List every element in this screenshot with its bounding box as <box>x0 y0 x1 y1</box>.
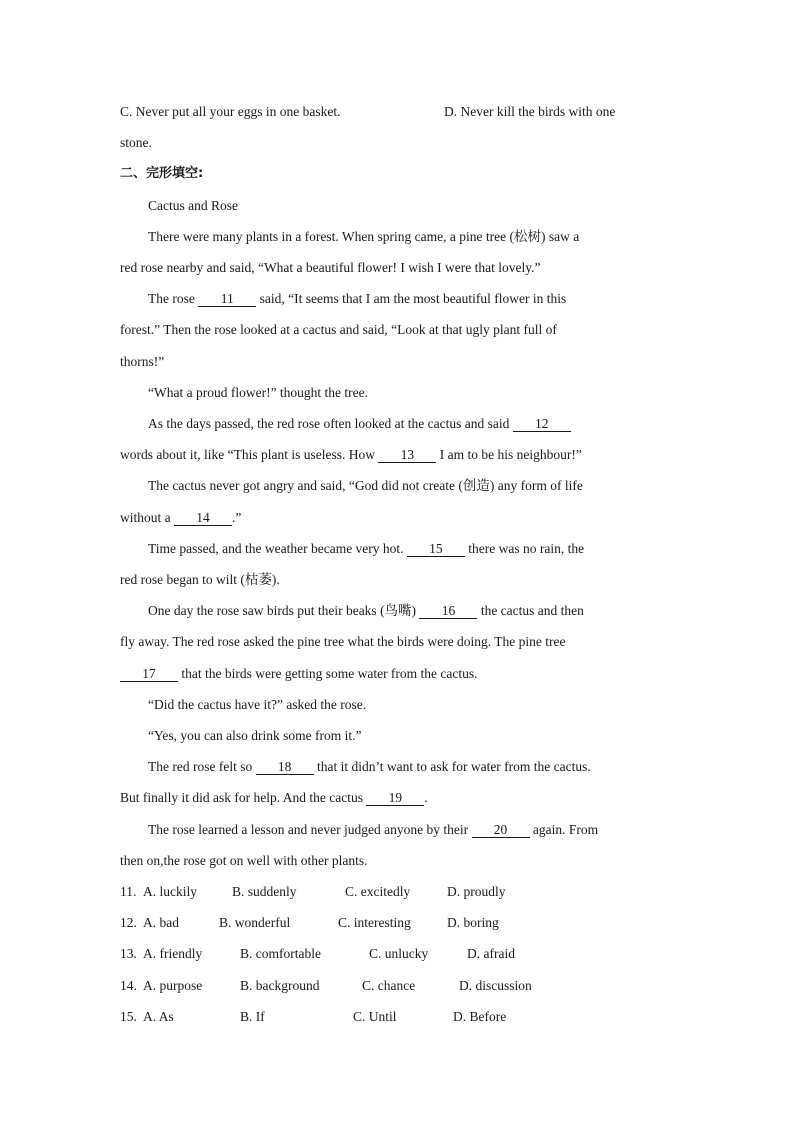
blank-20[interactable]: 20 <box>472 822 530 838</box>
option-b[interactable]: B. suddenly <box>232 884 297 899</box>
question-number: 13. <box>120 946 137 961</box>
blank-18[interactable]: 18 <box>256 759 314 775</box>
paragraph-11-line-1 <box>148 821 598 839</box>
prev-option-d-continued: stone. <box>120 135 152 150</box>
paragraph-3: “What a proud flower!” thought the tree. <box>148 385 369 400</box>
option-d[interactable]: D. afraid <box>467 946 515 961</box>
blank-11[interactable]: 11 <box>198 291 256 307</box>
text: that it didn’t want to ask for water from the cactus. <box>313 759 591 774</box>
blank-12[interactable]: 12 <box>513 416 571 432</box>
option-c[interactable]: C. interesting <box>338 915 411 930</box>
option-d[interactable]: D. discussion <box>459 978 532 993</box>
text: . <box>424 790 428 805</box>
paragraph-4-line-1 <box>148 415 571 433</box>
question-number: 14. <box>120 978 137 993</box>
question-number: 15. <box>120 1009 137 1024</box>
paragraph-10-line-1 <box>148 758 591 776</box>
section-title: 二、完形填空: <box>120 166 204 181</box>
paragraph-6-line-2: red rose began to wilt (枯萎). <box>120 572 280 587</box>
text: the cactus and then <box>477 603 584 618</box>
option-c[interactable]: C. Until <box>353 1009 397 1024</box>
text: there was no rain, the <box>464 541 585 556</box>
text: One day the rose saw birds put their beaks (鸟嘴) <box>148 603 420 618</box>
paragraph-7-line-3 <box>120 665 478 683</box>
option-c[interactable]: C. excitedly <box>345 884 411 899</box>
option-d[interactable]: D. proudly <box>447 884 506 899</box>
text: But finally it did ask for help. And the cactus <box>120 790 367 805</box>
option-c[interactable]: C. chance <box>362 978 416 993</box>
text: words about it, like “This plant is useless. How <box>120 447 379 462</box>
text: without a <box>120 510 174 525</box>
option-b[interactable]: B. comfortable <box>240 946 321 961</box>
option-c[interactable]: C. unlucky <box>369 946 429 961</box>
text: The red rose felt so <box>148 759 256 774</box>
option-a[interactable]: A. luckily <box>143 884 197 899</box>
text: .” <box>232 510 242 525</box>
text: I am to be his neighbour!” <box>436 447 582 462</box>
text: The rose <box>148 291 199 306</box>
blank-19[interactable]: 19 <box>366 790 424 806</box>
text: that the birds were getting some water from the cactus. <box>178 666 478 681</box>
option-d[interactable]: D. boring <box>447 915 499 930</box>
paragraph-10-line-2 <box>120 789 428 807</box>
paragraph-1-line-1: There were many plants in a forest. When spring came, a pine tree (松树) saw a <box>148 229 580 244</box>
option-b[interactable]: B. If <box>240 1009 265 1024</box>
paragraph-2-line-3: thorns!” <box>120 354 165 369</box>
option-a[interactable]: A. As <box>143 1009 174 1024</box>
option-a[interactable]: A. bad <box>143 915 179 930</box>
option-a[interactable]: A. purpose <box>143 978 203 993</box>
blank-15[interactable]: 15 <box>407 541 465 557</box>
paragraph-2-line-1 <box>148 290 566 308</box>
text: As the days passed, the red rose often looked at the cactus and said <box>148 416 513 431</box>
paragraph-4-line-2 <box>120 446 582 464</box>
option-a[interactable]: A. friendly <box>143 946 203 961</box>
paragraph-7-line-2: fly away. The red rose asked the pine tree what the birds were doing. The pine tree <box>120 634 566 649</box>
text: said, “It seems that I am the most beautiful flower in this <box>256 291 567 306</box>
text: The rose learned a lesson and never judged anyone by their <box>148 822 472 837</box>
text: Time passed, and the weather became very hot. <box>148 541 407 556</box>
paragraph-2-line-2: forest.” Then the rose looked at a cactus and said, “Look at that ugly plant full of <box>120 322 557 337</box>
blank-13[interactable]: 13 <box>378 447 436 463</box>
question-number: 11. <box>120 884 137 899</box>
blank-16[interactable]: 16 <box>419 603 477 619</box>
blank-17[interactable]: 17 <box>120 666 178 682</box>
paragraph-8: “Did the cactus have it?” asked the rose. <box>148 697 367 712</box>
option-d[interactable]: D. Before <box>453 1009 507 1024</box>
question-number: 12. <box>120 915 137 930</box>
paragraph-9: “Yes, you can also drink some from it.” <box>148 728 362 743</box>
prev-option-c: C. Never put all your eggs in one basket. <box>120 104 341 119</box>
prev-option-d: D. Never kill the birds with one <box>444 104 616 119</box>
paragraph-7-line-1 <box>148 602 584 620</box>
paragraph-5-line-2 <box>120 509 241 527</box>
blank-14[interactable]: 14 <box>174 510 232 526</box>
text: again. From <box>529 822 599 837</box>
paragraph-1-line-2: red rose nearby and said, “What a beautiful flower! I wish I were that lovely.” <box>120 260 541 275</box>
passage-title: Cactus and Rose <box>148 198 238 213</box>
paragraph-5-line-1: The cactus never got angry and said, “God did not create (创造) any form of life <box>148 478 583 493</box>
option-b[interactable]: B. wonderful <box>219 915 291 930</box>
paragraph-6-line-1 <box>148 540 584 558</box>
option-b[interactable]: B. background <box>240 978 320 993</box>
paragraph-11-line-2: then on,the rose got on well with other plants. <box>120 853 368 868</box>
